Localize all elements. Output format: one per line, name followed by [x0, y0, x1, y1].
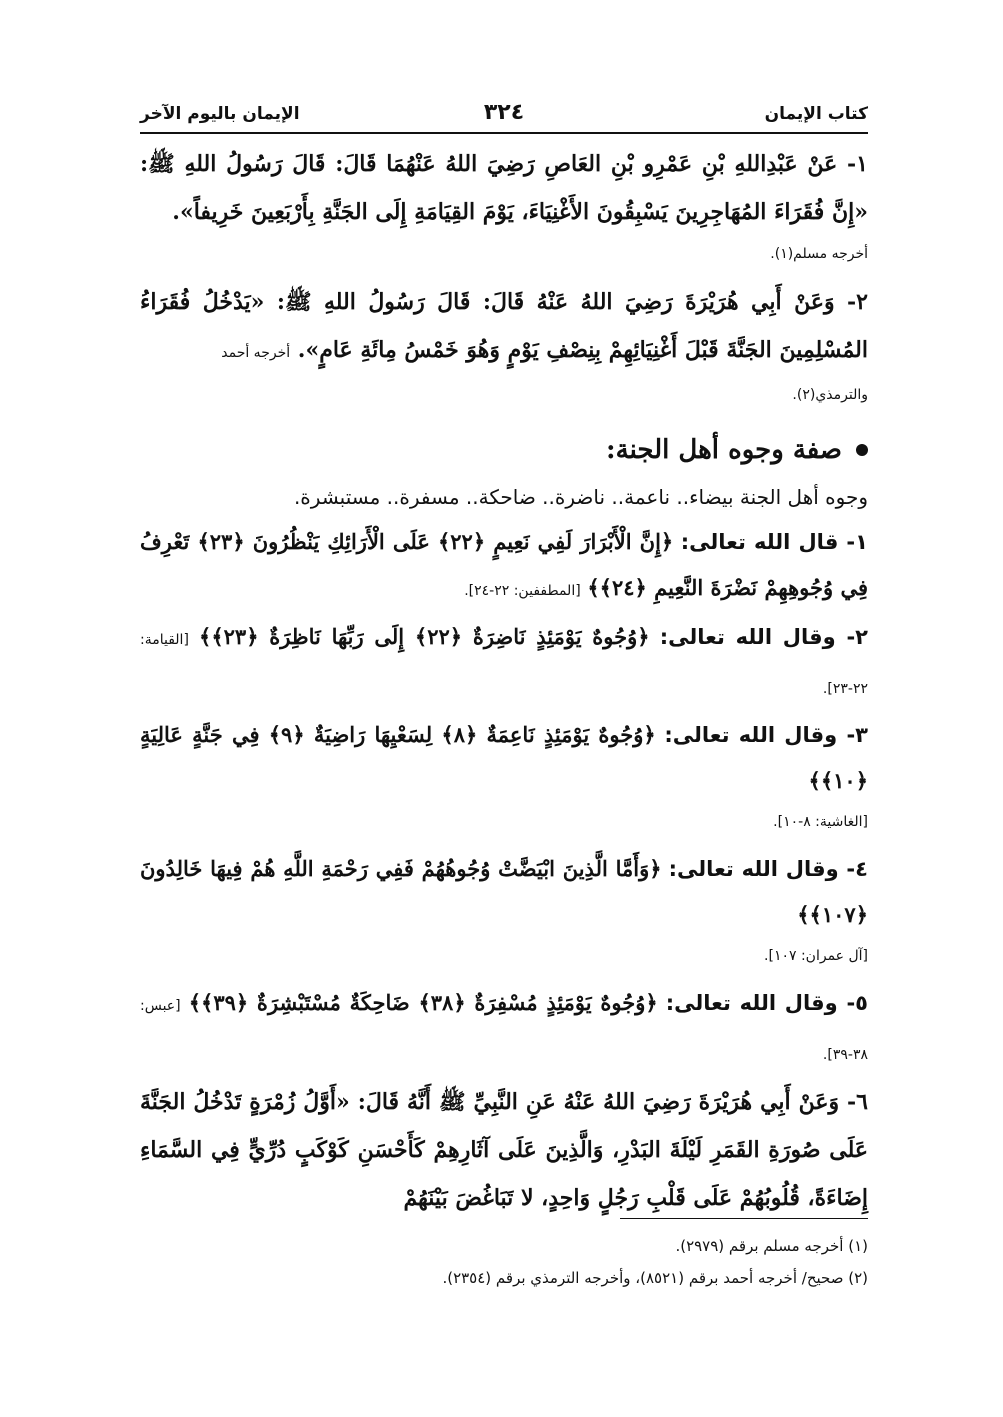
verse-text: ﴿وَأَمَّا الَّذِينَ ابْيَضَّتْ وُجُوهُهُمْ فَفِي رَحْمَةِ اللَّهِ هُمْ فِيهَا خَالِدُونَ ﴿١٠٧﴾﴾ — [140, 856, 868, 927]
hadith-2-text: ٢- وَعَنْ أَبِي هُرَيْرَةَ رَضِيَ اللهُ عَنْهُ قَالَ: قَالَ رَسُولُ اللهِ ﷺ: «يَدْخُلُ فُقَرَاءُ المُسْلِمِينَ الجَنَّةَ قَبْلَ أَغْنِيَائِهِمْ بِنِصْفِ يَوْمٍ وَهُوَ خَمْسُ مِائَةِ عَامٍ». — [140, 289, 868, 363]
verse-text: ﴿إِنَّ الْأَبْرَارَ لَفِي نَعِيمٍ ﴿٢٢﴾ عَلَى الْأَرَائِكِ يَنْظُرُونَ ﴿٢٣﴾ تَعْرِفُ فِي وُجُوهِهِمْ نَضْرَةَ النَّعِيمِ ﴿٢٤﴾﴾ — [140, 529, 868, 600]
running-header — [140, 100, 868, 130]
hadith-2-source: أخرجه أحمد — [221, 345, 291, 361]
section-title: صفة وجوه أهل الجنة: — [606, 435, 842, 465]
verse-lead: ١- قال الله تعالى: — [680, 530, 868, 554]
verse-text: ﴿وُجُوهٌ يَوْمَئِذٍ نَاعِمَةٌ ﴿٨﴾ لِسَعْيِهَا رَاضِيَةٌ ﴿٩﴾ فِي جَنَّةٍ عَالِيَةٍ ﴿١٠﴾﴾ — [140, 722, 868, 793]
hadith-6: ٦- وَعَنْ أَبِي هُرَيْرَةَ رَضِيَ اللهُ عَنْهُ عَنِ النَّبِيِّ ﷺ أَنَّهُ قَالَ: «أَوَّلُ زُمْرَةٍ تَدْخُلُ الجَنَّةَ عَلَى صُورَةِ القَمَرِ لَيْلَةَ البَدْرِ، وَالَّذِينَ عَلَى آثَارِهِمْ كَأَحْسَنِ كَوْكَبٍ دُرِّيٍّ فِي السَّمَاءِ إِضَاءَةً، قُلُوبُهُمْ عَلَى قَلْبِ رَجُلٍ وَاحِدٍ، لا تَبَاغُضَ بَيْنَهُمْ — [140, 1089, 868, 1211]
verse-text: ﴿وُجُوهٌ يَوْمَئِذٍ مُسْفِرَةٌ ﴿٣٨﴾ ضَاحِكَةٌ مُسْتَبْشِرَةٌ ﴿٣٩﴾﴾ — [188, 990, 658, 1015]
verse-3 — [140, 712, 868, 804]
hadith-2 — [140, 278, 868, 377]
verse-5 — [140, 980, 868, 1078]
verse-ref: [القيامة: ٢٢-٢٣]. — [140, 632, 868, 697]
verse-2 — [140, 614, 868, 712]
page-body — [140, 140, 868, 1222]
hadith-1-source: أخرجه مسلم(١). — [770, 246, 868, 262]
verse-ref: [المطففين: ٢٢-٢٤]. — [464, 583, 581, 599]
section-heading — [140, 435, 868, 465]
verse-1 — [140, 519, 868, 614]
verse-ref: [عبس: ٣٨-٣٩]. — [140, 998, 868, 1063]
verse-lead: ٤- وقال الله تعالى: — [668, 857, 868, 881]
footnotes — [140, 1230, 868, 1294]
footnote-2: (٢) صحيح/ أخرجه أحمد برقم (٨٥٢١)، وأخرجه الترمذي برقم (٢٣٥٤). — [442, 1269, 868, 1287]
verse-lead: ٥- وقال الله تعالى: — [665, 991, 868, 1015]
footnote-1: (١) أخرجه مسلم برقم (٢٩٧٩). — [675, 1237, 868, 1255]
hadith-2-source-cont: والترمذي(٢). — [792, 387, 868, 403]
verse-ref: [الغاشية: ٨-١٠]. — [773, 814, 868, 830]
hadith-1: ١- عَنْ عَبْدِاللهِ بْنِ عَمْرِو بْنِ العَاصِ رَضِيَ اللهُ عَنْهُمَا قَالَ: قَالَ رَسُولُ اللهِ ﷺ: «إِنَّ فُقَرَاءَ المُهَاجِرِينَ يَسْبِقُونَ الأَغْنِيَاءَ، يَوْمَ القِيَامَةِ إِلَى الجَنَّةِ بِأَرْبَعِينَ خَرِيفاً». — [140, 151, 868, 225]
verse-lead: ٣- وقال الله تعالى: — [664, 723, 868, 747]
verse-4 — [140, 846, 868, 938]
bullet-icon — [856, 444, 868, 456]
section-intro: وجوه أهل الجنة بيضاء.. ناعمة.. ناضرة.. ضاحكة.. مسفرة.. مستبشرة. — [293, 485, 868, 509]
chapter-title: الإيمان باليوم الآخر — [140, 104, 300, 124]
verse-ref: [آل عمران: ١٠٧]. — [764, 948, 868, 964]
verse-text: ﴿وُجُوهٌ يَوْمَئِذٍ نَاضِرَةٌ ﴿٢٢﴾ إِلَى رَبِّهَا نَاظِرَةٌ ﴿٢٣﴾﴾ — [199, 624, 650, 649]
book-title: كتاب الإيمان — [764, 104, 868, 124]
verse-lead: ٢- وقال الله تعالى: — [659, 625, 868, 649]
footnote-rule — [620, 1218, 868, 1219]
page-number: ٣٢٤ — [483, 100, 525, 125]
header-rule — [140, 132, 868, 134]
